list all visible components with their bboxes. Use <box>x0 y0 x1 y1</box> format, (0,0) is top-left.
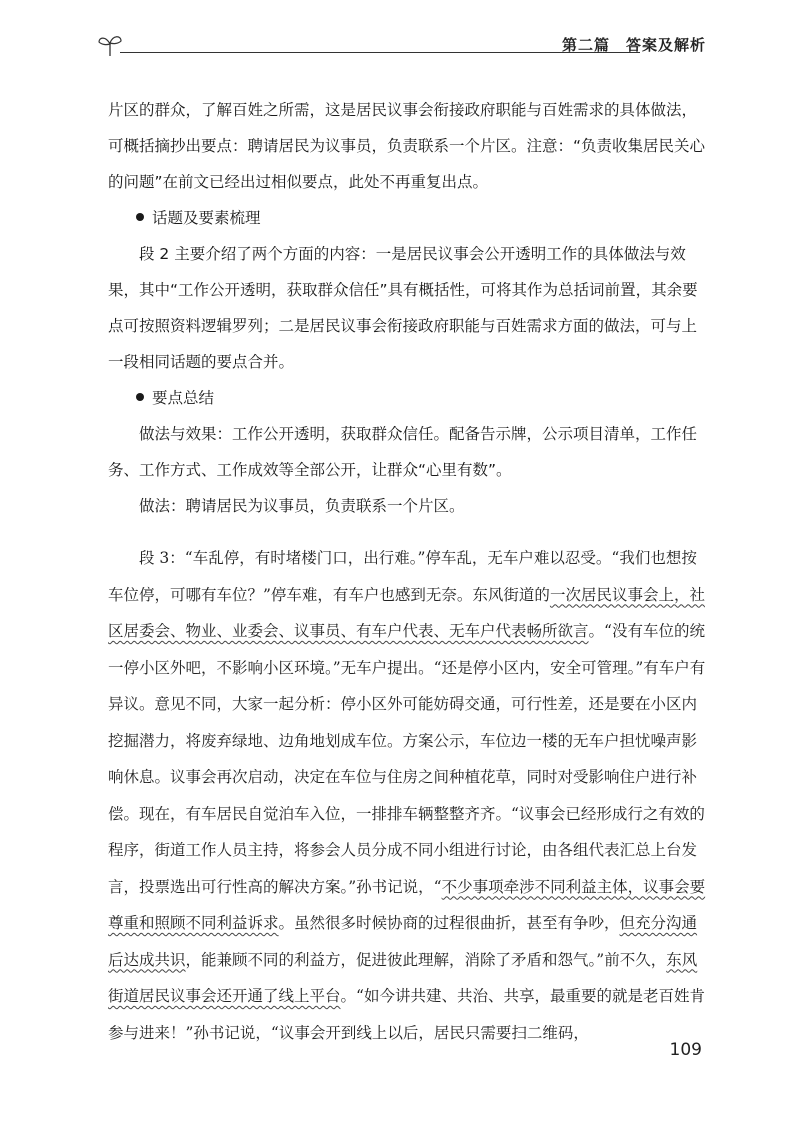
section3-text: 。“如今讲共建、共治、共享，最重要的就是老百姓肯参与进来！”孙书记说，“议事会开到线上以后，居民只需要扫二维码， <box>108 987 705 1042</box>
section3-text: 段 3：“车乱停，有时堵楼门口，出行难。”停车乱，无车户难以忍受。“我们也想按车位停，可哪有车位？”停车难，有车户也感到无奈。东风街道的 <box>108 549 697 604</box>
paragraph-1: 片区的群众，了解百姓之所需，这是居民议事会衔接政府职能与百姓需求的具体做法，可概括摘抄出要点：聘请居民为议事员，负责联系一个片区。注意：“负责收集居民关心的问题”在前文已经出过相似要点，此处不再重复出点。 <box>108 101 706 191</box>
paragraph-4: 做法：聘请居民为议事员，负责联系一个片区。 <box>139 497 465 515</box>
underlined-point: 但充分沟通后达成共识 <box>108 914 698 969</box>
bullet-heading-label: 要点总结 <box>152 389 215 407</box>
page-number: 109 <box>669 1040 702 1060</box>
underlined-point: 不少事项牵涉不同利益主体，议事会要尊重和照顾不同利益诉求 <box>108 877 706 932</box>
running-header <box>96 30 706 60</box>
section3-text: 。“没有车位的统一停小区外吧，不影响小区环境。”无车户提出。“还是停小区内，安全可管理。”有车户有异议。意见不同，大家一起分析：停小区外可能妨碍交通，可行性差，还是要在小区内挖掘潜力，将废弃绿地、边角地划成车位。方案公示，车位边一楼的无车户担忧噪声影响休息。议事会再次启动，决定在车位与住房之间种植花草，同时对受影响住户进行补偿。现在，有车居民自觉泊车入位，一排排车辆整整齐齐。“议事会已经形成行之有效的程序，街道工作人员主持，将参会人员分成不同小组进行讨论，由各组代表汇总上台发言，投票选出可行性高的解决方案。”孙书记说，“ <box>108 622 706 896</box>
section3-text: 。虽然很多时候协商的过程很曲折，甚至有争吵， <box>278 914 620 932</box>
bullet-dot-icon <box>136 393 144 401</box>
paragraph-2: 段 2 主要介绍了两个方面的内容：一是居民议事会公开透明工作的具体做法与效果，其中“工作公开透明，获取群众信任”具有概括性，可将其作为总括词前置，其余要点可按照资料逻辑罗列；二是居民议事会衔接政府职能与百姓需求方面的做法，可与上一段相同话题的要点合并。 <box>108 245 698 371</box>
sprout-icon <box>96 32 124 58</box>
header-title: 第二篇 答案及解析 <box>561 36 706 54</box>
section3-text: ，能兼顾不同的利益方，促进彼此理解，消除了矛盾和怨气。”前不久， <box>185 950 667 969</box>
paragraph-3: 做法与效果：工作公开透明，获取群众信任。配备告示牌，公示项目清单，工作任务、工作方式、工作成效等全部公开，让群众“心里有数”。 <box>108 425 698 479</box>
bullet-heading-label: 话题及要素梳理 <box>152 209 261 227</box>
underlined-point: 一次居民议事会上，社区居委会、物业、业委会、议事员、有车户代表、无车户代表畅所欲言 <box>108 585 705 640</box>
underlined-point: 东风街道居民议事会还开通了线上平台 <box>108 950 698 1005</box>
bullet-dot-icon <box>136 213 144 221</box>
page-content <box>108 92 708 1051</box>
bullet-heading-topics <box>108 200 708 236</box>
bullet-heading-summary <box>108 380 708 416</box>
material-section-3 <box>108 540 708 1051</box>
